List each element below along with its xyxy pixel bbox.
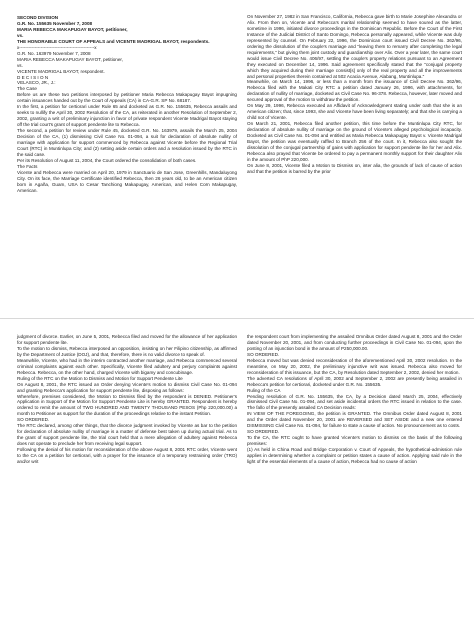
document-page-2 xyxy=(0,318,474,633)
page-2-right-column xyxy=(247,334,462,465)
text-paragraph: On May 29, 1996, Rebecca executed an Affidavit of Acknowledgment stating under oath that she is an American citizen; that, since 1993, she and Vicente have been living separately; and that she is carrying a child not of Vicente. xyxy=(247,103,462,121)
text-paragraph: Following the denial of his motion for reconsideration of the above August 8, 2001 RTC order, Vicente went to the CA on a petition for certiorari, with a prayer for the issuance of a temporary restraining order (TRO) and/or writ xyxy=(17,447,237,465)
text-paragraph: MARIA REBECCA MAKAPUGAY BAYOT, petitioner, xyxy=(17,26,128,32)
text-paragraph: the respondent court from implementing the assailed Omnibus Order dated August 8, 2001 and the Order dated November 20, 2001, and from conducting further proceedings in Civil Case No. 01-094, upon the posting of an injunction bond in the amount of P250,000.00. xyxy=(247,334,462,351)
text-paragraph: Pending resolution of G.R. No. 155635, the CA, by a Decision dated March 25, 2004, effectively dismissed Civil Case No. 01-094, and set aside incidental orders the RTC issued in relation to the case. The fallo of the presently assailed CA Decision reads: xyxy=(247,393,462,411)
text-paragraph: x-------------------------------------------------x xyxy=(17,44,97,50)
page-1-left-column xyxy=(17,15,237,194)
text-paragraph: On June 8, 2001, Vicente filed a Motion to Dismiss on, inter alia, the grounds of lack of cause of action and that the petition is barred by the prior xyxy=(247,162,462,174)
text-paragraph: G.R. No. 163979 November 7, 2008 xyxy=(17,50,91,56)
text-paragraph: SO ORDERED. xyxy=(247,429,280,435)
text-paragraph: vs. xyxy=(17,32,24,38)
page-2-left-column xyxy=(17,334,237,465)
text-paragraph: (1) As held in China Road and Bridge Corporation v. Court of Appeals, the hypothetical-admission rule applies in determining whether a complaint or petition states a cause of action. Applying said rule in the light of the essential elements of a cause of action, Rebecca had no cause of action xyxy=(247,447,462,465)
text-paragraph: Rebecca moved but was denied reconsideration of the aforementioned April 30, 2002 resolution. In the meantime, on May 20, 2002, the preliminary injunctive writ was issued. Rebecca also moved for reconsideration of this issuance, but the CA, by Resolution dated September 2, 2002, denied her motion. xyxy=(247,357,462,375)
text-paragraph: On March 21, 2001, Rebecca filed another petition, this time before the Muntinlupa City RTC, for declaration of absolute nullity of marriage on the ground of Vicente's alleged psychological incapacity. Docketed as Civil Case No. 01-094 and entitled as Maria Rebecca Makapugay Bayot v. Vicente Madrigal Bayot, the petition was eventually raffled to Branch 256 of the court. In it, Rebecca also sought the dissolution of the conjugal partnership of gains with application for support pendente lite for her and Alix. Rebecca also prayed that Vicente be ordered to pay a permanent monthly support for their daughter Alix in the amount of PhP 220,000. xyxy=(247,121,462,162)
text-paragraph: Vicente and Rebecca were married on April 20, 1979 in Sanctuario de San Jose, Greenhills, Mandaluyong City. On its face, the Marriage Certificate identified Rebecca, then 26 years old, to be an American citizen born in Agaña, Guam, USA to Cesar Tanchiong Makapugay, American, and Helen Corn Makapugay, American. xyxy=(17,169,237,193)
text-paragraph: Meanwhile, on March 14, 1996, or less than a month from the issuance of Civil Decree No. 362/96, Rebecca filed with the Makati City RTC a petition dated January 26, 1996, with attachments, for declaration of nullity of marriage, docketed as Civil Case No. 96-378. Rebecca, however, later moved and secured approval of the motion to withdraw the petition. xyxy=(247,79,462,103)
text-paragraph: In the first, a petition for certiorari under Rule 65 and docketed as G.R. No. 155635, Rebecca assails and seeks to nullify the April 30, 2002 Resolution of the CA, as reiterated in another Resolution of September 2, 2002, granting a writ of preliminary injunction in favor of private respondent Vicente Madrigal Bayot staying off the trial court's grant of support pendente lite to Rebecca. xyxy=(17,104,237,128)
text-paragraph: vs. xyxy=(17,62,23,68)
text-paragraph: The RTC declared, among other things, that the divorce judgment invoked by Vicente as bar to the petition for declaration of absolute nullity of marriage is a matter of defense best taken up during actual trial. As to the grant of support pendente lite, the trial court held that a mere allegation of adultery against Rebecca does not operate to preclude her from receiving legal support. xyxy=(17,423,237,447)
text-paragraph: SO ORDERED. xyxy=(247,351,280,357)
text-paragraph: G.R. No. 155635 November 7, 2008 xyxy=(17,20,93,26)
text-paragraph: VELASCO, JR., J.: xyxy=(17,80,56,86)
text-paragraph: On August 8, 2001, the RTC issued an Order denying Vicente's motion to dismiss Civil Case No. 01-094 and granting Rebecca's application for support pendente lite, disposing as follows: xyxy=(17,381,237,393)
text-paragraph: Meanwhile, Vicente, who had in the interim contracted another marriage, and Rebecca commenced several criminal complaints against each other. Specifically, Vicente filed adultery and perjury complaints against Rebecca. Rebecca, on the other hand, charged Vicente with bigamy and concubinage. xyxy=(17,357,237,375)
text-paragraph: VICENTE MADRIGAL BAYOT, respondent. xyxy=(17,68,105,74)
text-paragraph: SECOND DIVISION xyxy=(17,15,59,20)
text-paragraph: Per its Resolution of August 11, 2004, the Court ordered the consolidation of both cases. xyxy=(17,157,197,163)
text-paragraph: The Case xyxy=(17,86,37,92)
text-paragraph: To the CA, the RTC ought to have granted Vicente's motion to dismiss on the basis of the following premises: xyxy=(247,435,462,447)
text-paragraph: On November 27, 1982 in San Francisco, California, Rebecca gave birth to Marie Josephine Alexandra or Alix. From then on, Vicente and Rebecca's marital relationship seemed to have soured as the latter, sometime in 1996, initiated divorce proceedings in the Dominican Republic. Before the Court of the First Instance of the Judicial District of Santo Domingo, Rebecca personally appeared, while Vicente was duly represented by counsel. On February 22, 1996, the Dominican court issued Civil Decree No. 362/96, ordering the dissolution of the couple's marriage and "leaving them to remarry after completing the legal requirements," but giving them joint custody and guardianship over Alix. Over a year later, the same court would issue Civil Decree No. 406/97, settling the couple's property relations pursuant to an Agreement they executed on December 14, 1996. Said agreement specifically stated that the "conjugal property which they acquired during their marriage consist[s] only of the real property and all the improvements and personal properties therein contained at 502 Acacia Avenue, Alabang, Muntinlupa." xyxy=(247,14,462,79)
text-paragraph: To the motion to dismiss, Rebecca interposed an opposition, insisting on her Filipino citizenship, as affirmed by the Department of Justice (DOJ), and that, therefore, there is no valid divorce to speak of. xyxy=(17,345,237,357)
text-paragraph: Ruling of the RTC on the Motion to Dismiss and Motion for Support Pendente Lite xyxy=(17,375,183,381)
text-paragraph: judgment of divorce. Earlier, on June 5, 2001, Rebecca filed and moved for the allowance of her application for support pendente lite. xyxy=(17,334,237,345)
text-paragraph: Wherefore, premises considered, the Motion to Dismiss filed by the respondent is DENIED. Petitioner's Application in Support of the Motion for Support Pendente Lite is hereby GRANTED. Respondent is hereby ordered to remit the amount of TWO HUNDRED AND TWENTY THOUSAND PESOS (Php 220,000.00) a month to Petitioner as support for the duration of the proceedings relative to the instant Petition. xyxy=(17,393,237,417)
page-1-right-column xyxy=(247,14,462,175)
text-paragraph: THE HONORABLE COURT OF APPEALS and VICENTE MADRIGAL BAYOT, respondents. xyxy=(17,38,210,44)
text-paragraph: The second, a petition for review under Rule 45, docketed G.R. No. 163979, assails the March 25, 2004 Decision of the CA, (1) dismissing Civil Case No. 01-094, a suit for declaration of absolute nullity of marriage with application for support commenced by Rebecca against Vicente before the Regional Trial Court (RTC) in Muntinlupa City; and (2) setting aside certain orders and a resolution issued by the RTC in the said case. xyxy=(17,128,237,157)
text-paragraph: SO ORDERED. xyxy=(17,417,50,423)
text-paragraph: Before us are these two petitions interposed by petitioner Maria Rebecca Makapugay Bayot impugning certain issuances handed out by the Court of Appeals (CA) in CA-G.R. SP No. 68187. xyxy=(17,92,237,104)
text-paragraph: The adverted CA resolutions of April 30, 2002 and September 2, 2002 are presently being assailed in Rebecca's petition for certiorari, docketed under G.R. No. 155635. xyxy=(247,375,462,387)
text-paragraph: IN VIEW OF THE FOREGOING, the petition is GRANTED. The Omnibus Order dated August 8, 2001 and the Order dated November 20, 2001 are REVERSED and SET ASIDE and a new one entered DISMISSING Civil Case No. 01-094, for failure to state a cause of action. No pronouncement as to costs. xyxy=(247,411,462,429)
text-paragraph: MARIA REBECCA MAKAPUGAY BAYOT, petitioner, xyxy=(17,56,123,62)
text-paragraph: Ruling of the CA xyxy=(247,387,281,393)
text-paragraph: D E C I S I O N xyxy=(17,74,49,80)
text-paragraph: The Facts xyxy=(17,163,38,169)
